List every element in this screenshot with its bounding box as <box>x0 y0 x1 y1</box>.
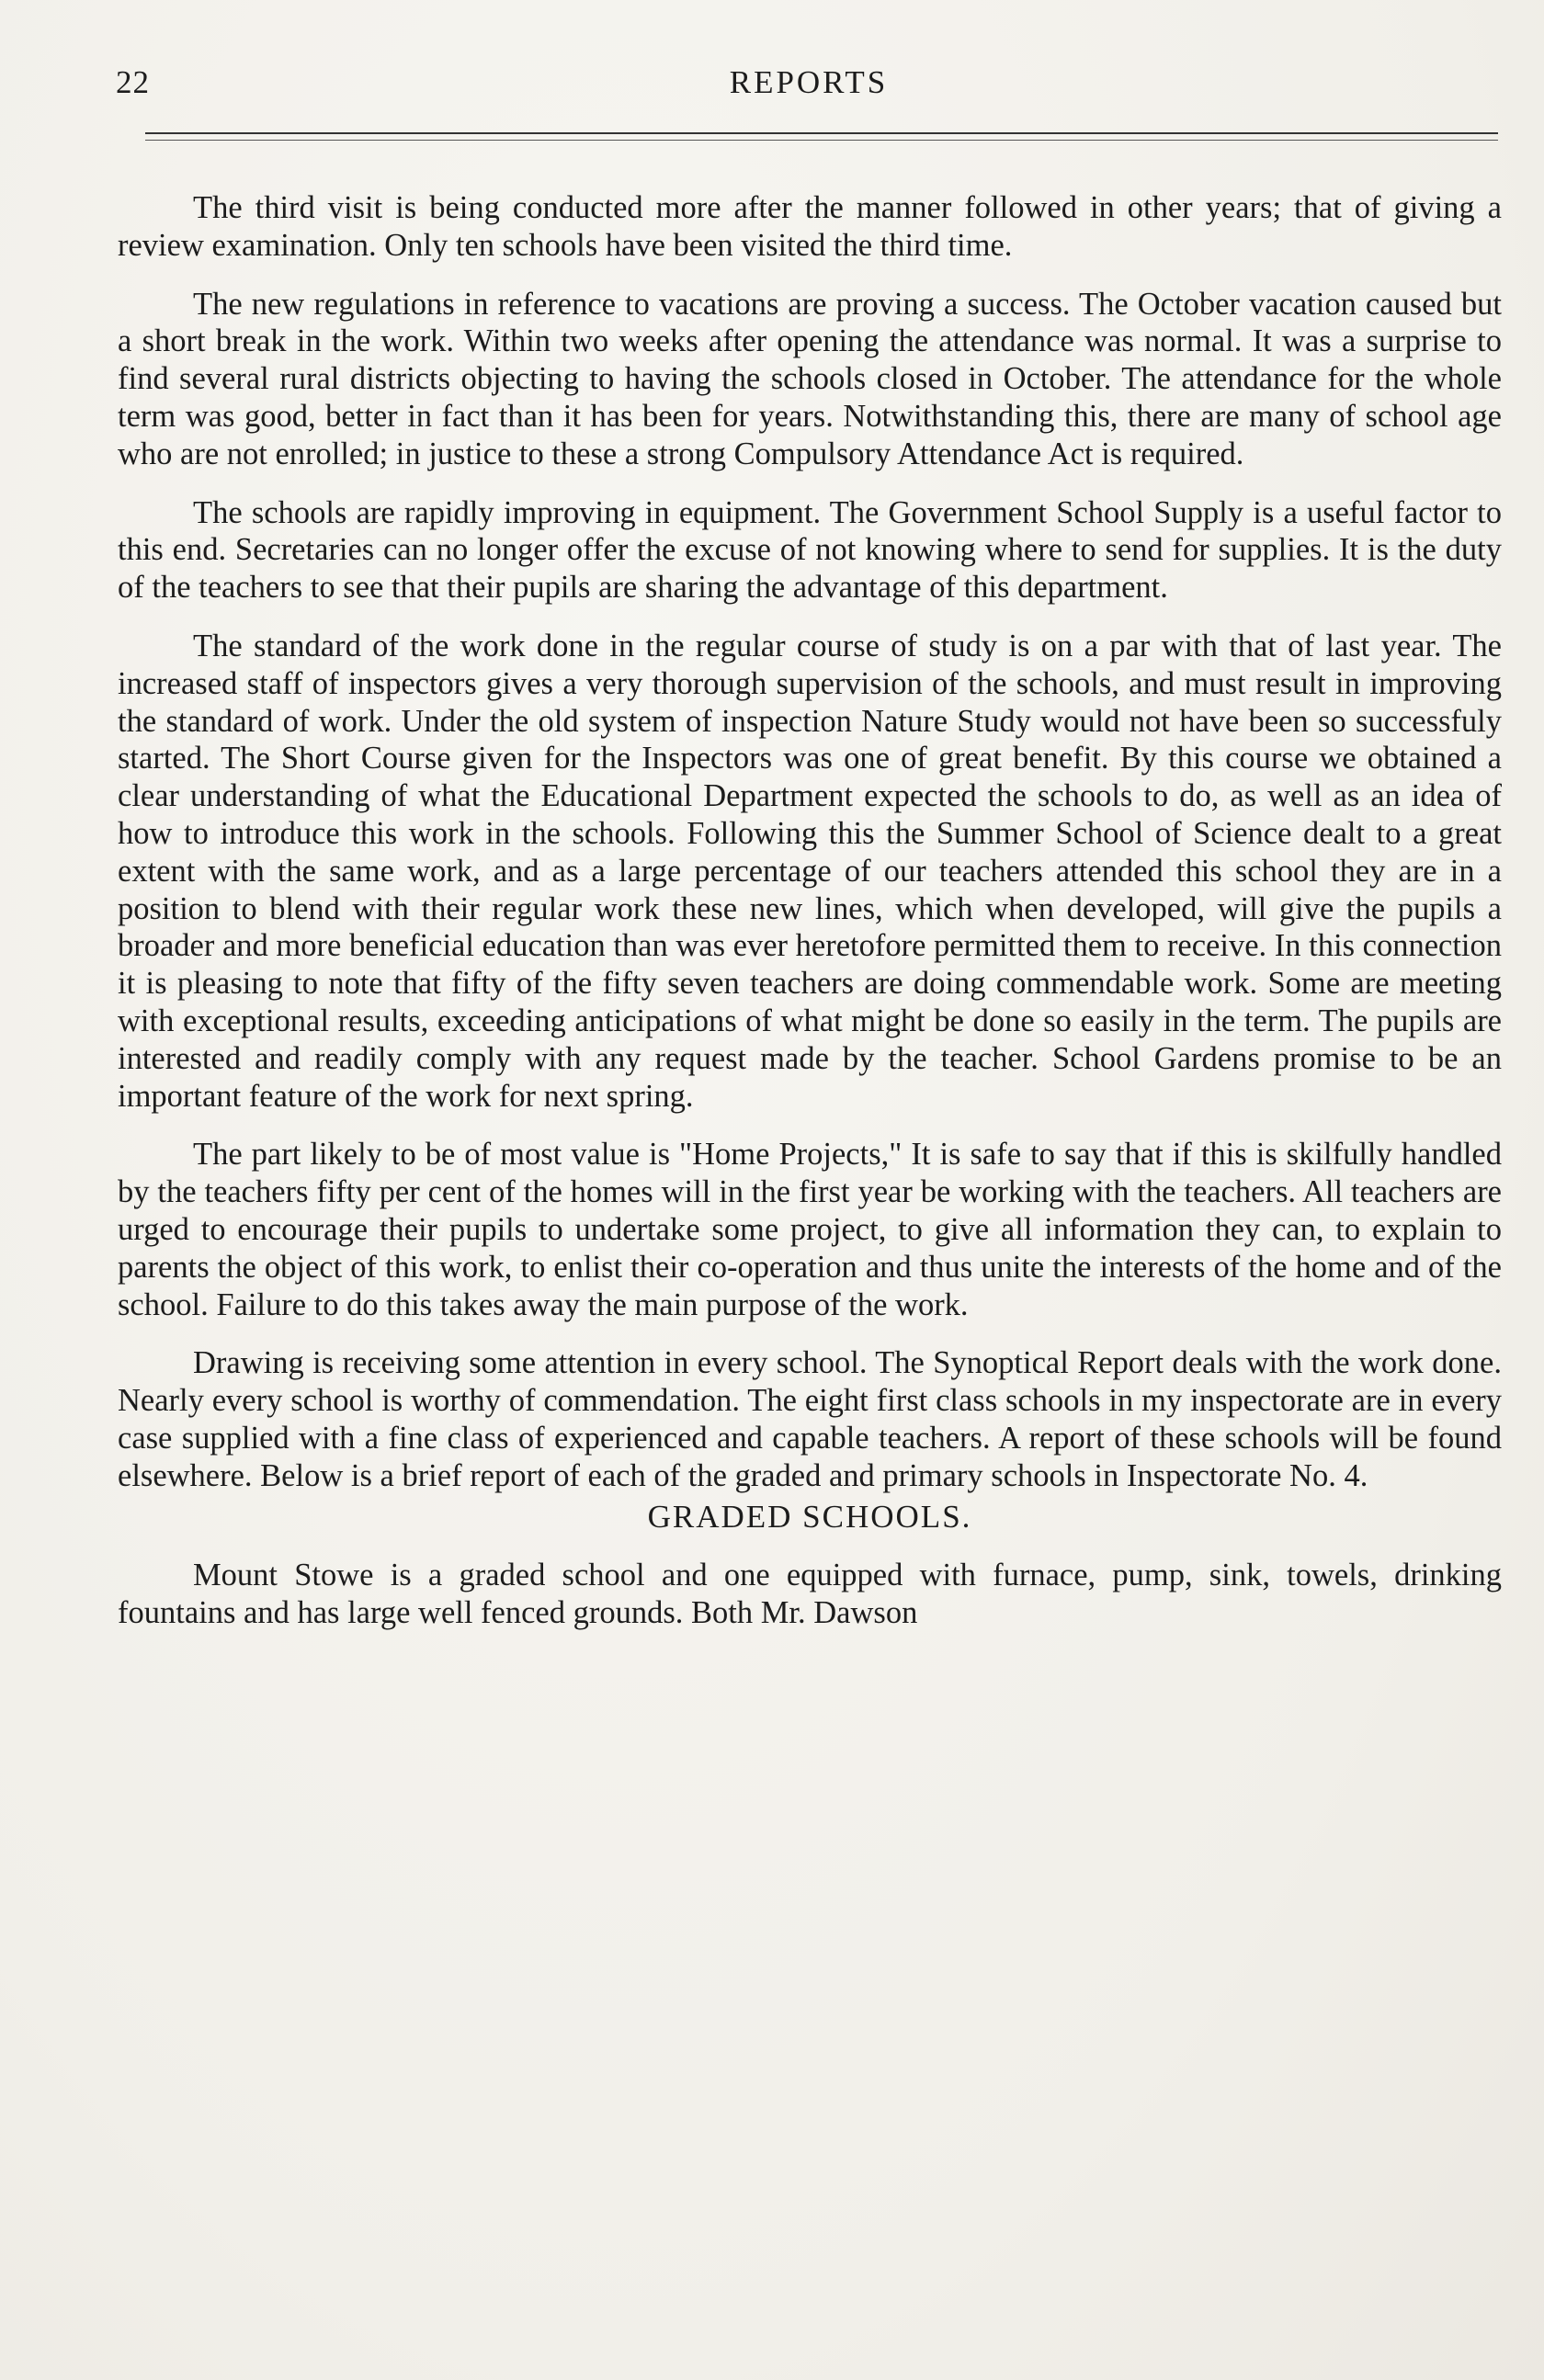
header-rule <box>145 132 1498 134</box>
paragraph-third-visit: The third visit is being conducted more after the manner followed in other years; that of giving a review examination. Only ten schools have been visited the third time. <box>118 190 1502 263</box>
paragraph-vacations: The new regulations in reference to vacations are proving a success. The October vacation caused but a short break in the work. Within two weeks after opening the attendance was normal. It was a surprise to find several rural districts objecting to having the schools closed in October. The attendance for the whole term was good, better in fact than it has been for years. Notwithstanding this, there are many of school age who are not enrolled; in justice to these a strong Compulsory Attendance Act is required. <box>118 286 1502 471</box>
running-title: REPORTS <box>729 64 889 100</box>
paragraph-home-projects: The part likely to be of most value is "Home Projects," It is safe to say that if this is skilfully handled by the teachers fifty per cent of the homes will in the first year be working with the teachers. All teachers are urged to encourage their pupils to undertake some project, to give all information they can, to explain to parents the object of this work, to enlist their co-operation and thus unite the interests of the home and of the school. Failure to do this takes away the main purpose of the work. <box>118 1137 1502 1322</box>
paragraph-mount-stowe: Mount Stowe is a graded school and one equipped with furnace, pump, sink, towels, drinking fountains and has large well fenced grounds. Both Mr. Dawson <box>118 1558 1502 1631</box>
running-head <box>116 64 1502 110</box>
paragraph-equipment: The schools are rapidly improving in equipment. The Government School Supply is a useful factor to this end. Secretaries can no longer offer the excuse of not knowing where to send for supplies. It is the duty of the teachers to see that their pupils are sharing the advantage of this department. <box>118 494 1502 606</box>
section-heading-graded-schools: GRADED SCHOOLS. <box>647 1498 972 1535</box>
header-rule-thin <box>145 140 1498 141</box>
paragraph-standard-of-work: The standard of the work done in the regular course of study is on a par with that of last year. The increased staff of inspectors gives a very thorough supervision of the schools, and must result in improving the standard of work. Under the old system of inspection Nature Study would not have been so successfuly started. The Short Course given for the Inspectors was one of great benefit. By this course we obtained a clear understanding of what the Educational Department expected the schools to do, as well as an idea of how to introduce this work in the schools. Following this the Summer School of Science dealt to a great extent with the same work, and as a large percentage of our teachers attended this school they are in a position to blend with their regular work these new lines, which when developed, will give the pupils a broader and more beneficial education than was ever heretofore permitted them to receive. In this connection it is pleasing to note that fifty of the fifty seven teachers are doing commendable work. Some are meeting with exceptional results, exceeding anticipations of what might be done so easily in the term. The pupils are interested and readily comply with any request made by the teacher. School Gardens promise to be an important feature of the work for next spring. <box>118 628 1502 1114</box>
body-text <box>118 189 1502 1653</box>
paragraph-drawing: Drawing is receiving some attention in every school. The Synoptical Report deals with the work done. Nearly every school is worthy of commendation. The eight first class schools in my inspectorate are in every case supplied with a fine class of experienced and capable teachers. A report of these schools will be found elsewhere. Below is a brief report of each of the graded and primary schools in Inspectorate No. 4. <box>118 1345 1502 1493</box>
page-number: 22 <box>116 64 150 100</box>
